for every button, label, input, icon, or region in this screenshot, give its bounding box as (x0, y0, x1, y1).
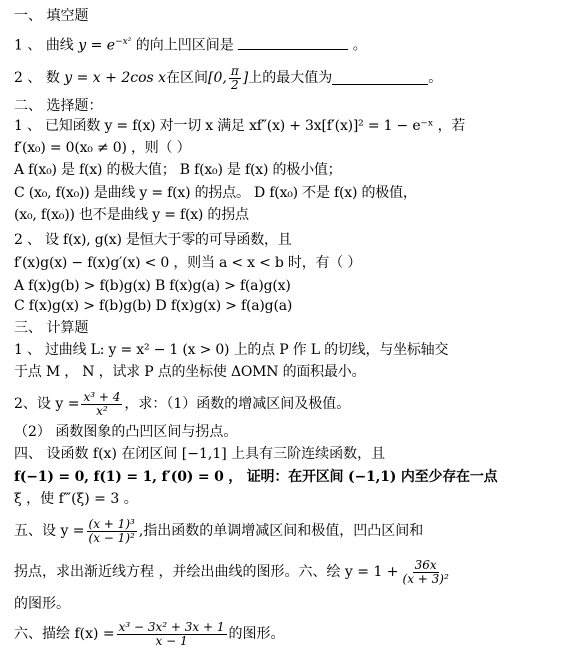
q2-2-line2: f′(x)g(x) − f(x)g′(x) < 0 ，则当 a < x < b 时，有（ ） (14, 255, 362, 271)
q5-line3: 的图形。 (14, 596, 70, 612)
q5-line2-fraction (401, 559, 451, 586)
section-fill-in-title: 一、 填空题 (14, 8, 89, 24)
section-calc-title: 三、 计算题 (14, 320, 89, 336)
q2-2-option-ab[interactable]: A f(x)g(b) > f(b)g(x) B f(x)g(a) > f(a)g(x) (14, 278, 291, 294)
q3-1-line1: 1 、 过曲线 L: y = x² − 1 (x > 0) 上的点 P 作 L 的切线，与坐标轴交 (14, 342, 449, 358)
question-5-line2 (14, 553, 568, 591)
q1-1-pre: 曲线 (45, 37, 74, 54)
q5-frac-den: (x − 1)² (88, 530, 135, 545)
q1-2-fraction (229, 65, 241, 92)
section-6-label: 六、 (14, 625, 42, 642)
q5-line2-frac-num: 36x (414, 557, 437, 572)
q1-2-math: y = x + 2cos x (64, 69, 167, 86)
q5-frac-num: (x + 1)³ (88, 516, 135, 531)
q1-2-frac-den: 2 (231, 77, 239, 92)
q5-line2-frac-den: (x + 3)² (402, 571, 449, 586)
question-5-line1 (14, 512, 568, 550)
q2-1-option-d-cont: (x₀, f(x₀)) 也不是曲线 y = f(x) 的拐点 (14, 207, 249, 223)
q5-fraction (87, 518, 137, 545)
q2-2-option-cd[interactable]: C f(x)g(x) > f(b)g(b) D f(x)g(x) > f(a)g(a) (14, 298, 293, 314)
q4-line3: ξ ，使 f‴(ξ) = 3 。 (14, 491, 138, 507)
q4-line2: f(−1) = 0, f(1) = 1, f′(0) = 0 ， 证明：在开区间 (−1,1) 内至少存在一点 (14, 469, 498, 485)
q3-2-frac-den: x² (96, 403, 108, 418)
question-4-line1 (14, 446, 568, 463)
q2-1-line1: 1 、 已知函数 y = f(x) 对一切 x 满足 xf″(x) + 3x[f′(x)]² = 1 − e⁻ˣ ，若 (14, 118, 466, 134)
q1-2-mid: 在区间 (166, 69, 209, 86)
q1-2-number: 2 、 (14, 69, 42, 86)
q6-post: 的图形。 (228, 625, 285, 642)
q3-2-frac-num: x³ + 4 (83, 389, 121, 404)
section-choice-title: 二、 选择题： (14, 98, 103, 114)
q5-pre: 设 y = (42, 522, 85, 539)
question-6 (14, 614, 568, 654)
q1-1-answer-blank[interactable] (238, 37, 348, 50)
q1-2-interval-open: [0, (208, 69, 227, 86)
section-5-label: 五、 (14, 522, 42, 539)
q1-2-post: 上的最大值为 (248, 69, 333, 86)
q1-2-pre: 数 (45, 69, 60, 86)
q3-2-pre: 2、设 y = (14, 395, 80, 412)
q3-2-post: ，求：（1）函数的增减区间及极值。 (124, 395, 351, 412)
q1-1-end: 。 (352, 37, 367, 54)
q6-pre: 描绘 f(x) = (42, 625, 115, 642)
q3-2-part2: （2） 函数图象的凸凹区间与拐点。 (14, 424, 238, 440)
q6-frac-den: x − 1 (155, 633, 188, 648)
q1-2-answer-blank[interactable] (332, 72, 428, 85)
q2-1-option-ab[interactable]: A f(x₀) 是 f(x) 的极大值； B f(x₀) 是 f(x) 的极小值； (14, 162, 342, 178)
q4-line1-text: 设函数 f(x) 在闭区间 [−1,1] 上具有三阶连续函数，且 (46, 446, 386, 462)
q6-fraction (117, 621, 227, 648)
q2-1-option-cd[interactable]: C (x₀, f(x₀)) 是曲线 y = f(x) 的拐点。 D f(x₀) 不是 f(x) 的极值， (14, 185, 417, 201)
q5-post: ,指出函数的单调增减区间和极值，凹凸区间和 (138, 522, 424, 539)
q1-1-number: 1 、 (14, 37, 42, 54)
q2-1-line2: f′(x₀) = 0(x₀ ≠ 0) ，则（ ） (14, 140, 191, 156)
q2-2-line1: 2 、 设 f(x), g(x) 是恒大于零的可导函数，且 (14, 232, 292, 248)
q3-1-line2: 于点 M ， N ，试求 P 点的坐标使 ΔOMN 的面积最小。 (14, 364, 366, 380)
q1-1-math: y = e (78, 37, 116, 54)
question-1-2 (14, 62, 568, 94)
q6-frac-num: x³ − 3x² + 3x + 1 (118, 619, 225, 634)
q1-2-frac-num: π (230, 63, 239, 78)
question-1-1 (14, 34, 568, 55)
q1-1-post: 的向上凹区间是 (135, 37, 234, 54)
q3-2-fraction (81, 391, 122, 418)
q1-2-interval-close: ] (242, 69, 249, 86)
question-3-2 (14, 386, 568, 422)
q5-line2-pre: 拐点，求出渐近线方程 ，并绘出曲线的图形。六、绘 y = 1 + (14, 563, 399, 580)
q1-1-exponent: −x² (115, 37, 132, 47)
section-4-label: 四、 (14, 446, 42, 462)
q1-2-end: 。 (428, 69, 443, 86)
